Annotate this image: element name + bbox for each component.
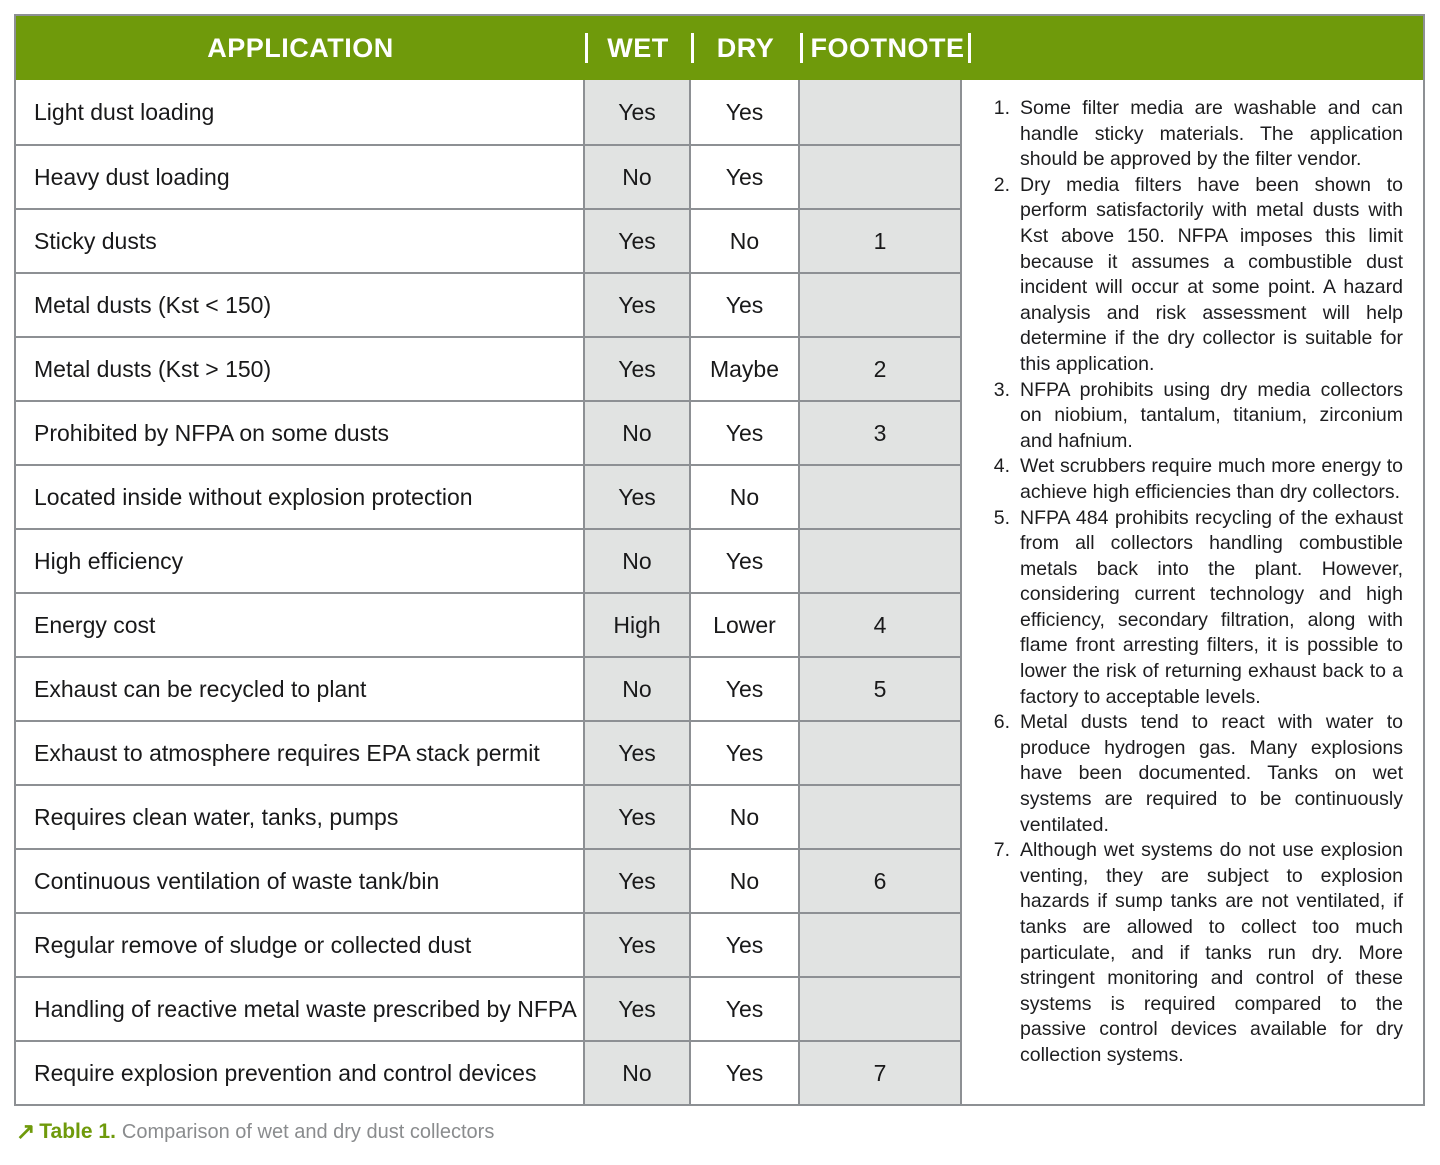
cell-application: Energy cost [16, 594, 585, 656]
cell-application: Light dust loading [16, 80, 585, 144]
column-header-dry [691, 16, 800, 80]
column-header-dry-label: DRY [716, 32, 775, 63]
cell-footnote [800, 722, 960, 784]
cell-footnote [800, 786, 960, 848]
cell-application: Continuous ventilation of waste tank/bin [16, 850, 585, 912]
table-body [16, 80, 962, 1104]
cell-application: High efficiency [16, 530, 585, 592]
cell-dry: No [691, 466, 800, 528]
cell-footnote: 2 [800, 338, 960, 400]
cell-dry: Maybe [691, 338, 800, 400]
footnote-item: Metal dusts tend to react with water to produce hydrogen gas. Many explosions have been documented. Tanks on wet systems are required to be continuously ventilated. [1020, 711, 1403, 836]
table-row [16, 80, 960, 144]
table-row [16, 144, 960, 208]
footnote-item: Although wet systems do not use explosion venting, they are subject to explosion hazards if sump tanks are not ventilated, if tanks are allowed to collect too much particulate, and if tanks run dry. More stringent monitoring and control of these systems is required compared to the passive control devices available for dry collection systems. [1020, 839, 1403, 1066]
footnote-item: Dry media filters have been shown to perform satisfactorily with metal dusts with Kst above 150. NFPA imposes this limit because it assumes a combustible dust incident will occur at some point. A hazard analysis and risk assessment will help determine if the dry collector is suitable for this application. [1020, 173, 1403, 375]
cell-footnote: 4 [800, 594, 960, 656]
table-row [16, 400, 960, 464]
cell-footnote [800, 530, 960, 592]
footnote-item: Wet scrubbers require much more energy to achieve high efficiencies than dry collectors. [1020, 455, 1403, 503]
cell-footnote [800, 274, 960, 336]
cell-footnote [800, 466, 960, 528]
cell-wet: Yes [585, 338, 691, 400]
cell-wet: No [585, 146, 691, 208]
cell-footnote [800, 914, 960, 976]
cell-wet: Yes [585, 786, 691, 848]
table-row [16, 528, 960, 592]
footnotes-list [984, 96, 1403, 1069]
cell-dry: Yes [691, 1042, 800, 1104]
table-row [16, 336, 960, 400]
cell-application: Regular remove of sludge or collected dust [16, 914, 585, 976]
column-header-footnote [800, 16, 975, 80]
cell-wet: Yes [585, 914, 691, 976]
cell-footnote [800, 978, 960, 1040]
table-row [16, 976, 960, 1040]
footnote-item: NFPA prohibits using dry media collectors on niobium, tantalum, titanium, zirconium and hafnium. [1020, 378, 1403, 452]
cell-wet: No [585, 1042, 691, 1104]
cell-dry: Yes [691, 530, 800, 592]
footnote-item: Some filter media are washable and can handle sticky materials. The application should be approved by the filter vendor. [1020, 97, 1403, 171]
cell-application: Metal dusts (Kst < 150) [16, 274, 585, 336]
cell-dry: No [691, 850, 800, 912]
table-row [16, 272, 960, 336]
cell-application: Located inside without explosion protection [16, 466, 585, 528]
column-header-wet-label: WET [607, 32, 669, 63]
cell-dry: Yes [691, 658, 800, 720]
cell-application: Exhaust to atmosphere requires EPA stack permit [16, 722, 585, 784]
figure-caption [16, 1117, 495, 1144]
cell-footnote [800, 146, 960, 208]
cell-footnote: 3 [800, 402, 960, 464]
table-row [16, 720, 960, 784]
cell-dry: No [691, 210, 800, 272]
cell-application: Sticky dusts [16, 210, 585, 272]
cell-dry: Yes [691, 978, 800, 1040]
cell-application: Require explosion prevention and control devices [16, 1042, 585, 1104]
table-row [16, 592, 960, 656]
cell-application: Handling of reactive metal waste prescribed by NFPA [16, 978, 585, 1040]
table-row [16, 464, 960, 528]
table-row [16, 912, 960, 976]
cell-dry: Yes [691, 146, 800, 208]
cell-wet: Yes [585, 978, 691, 1040]
column-header-wet [585, 16, 691, 80]
cell-dry: No [691, 786, 800, 848]
table-row [16, 784, 960, 848]
cell-footnote [800, 80, 960, 144]
cell-wet: No [585, 658, 691, 720]
caption-label: Table 1. [39, 1120, 116, 1143]
table-row [16, 656, 960, 720]
cell-wet: Yes [585, 722, 691, 784]
cell-application: Prohibited by NFPA on some dusts [16, 402, 585, 464]
arrow-up-right-icon: ↗ [16, 1117, 36, 1144]
cell-dry: Yes [691, 722, 800, 784]
cell-dry: Yes [691, 274, 800, 336]
cell-dry: Yes [691, 80, 800, 144]
cell-dry: Lower [691, 594, 800, 656]
cell-footnote: 7 [800, 1042, 960, 1104]
table-row [16, 208, 960, 272]
cell-wet: No [585, 530, 691, 592]
cell-wet: Yes [585, 466, 691, 528]
column-header-application-label: APPLICATION [207, 32, 394, 63]
cell-wet: Yes [585, 210, 691, 272]
cell-application: Metal dusts (Kst > 150) [16, 338, 585, 400]
cell-dry: Yes [691, 402, 800, 464]
cell-footnote: 5 [800, 658, 960, 720]
header-separator-4 [968, 33, 971, 63]
table-header-band [16, 16, 1423, 80]
cell-application: Heavy dust loading [16, 146, 585, 208]
cell-footnote: 6 [800, 850, 960, 912]
table-row [16, 848, 960, 912]
column-header-footnote-label: FOOTNOTE [810, 32, 965, 63]
caption-text: Comparison of wet and dry dust collectors [121, 1120, 495, 1143]
cell-application: Exhaust can be recycled to plant [16, 658, 585, 720]
column-header-application [16, 16, 585, 80]
cell-wet: High [585, 594, 691, 656]
cell-wet: Yes [585, 274, 691, 336]
cell-application: Requires clean water, tanks, pumps [16, 786, 585, 848]
footnotes-panel [962, 80, 1423, 1104]
cell-footnote: 1 [800, 210, 960, 272]
cell-dry: Yes [691, 914, 800, 976]
footnote-item: NFPA 484 prohibits recycling of the exhaust from all collectors handling combustible metals back into the plant. However, considering current technology and high efficiency, secondary filtration, along with flame front arresting filters, it is possible to lower the risk of returning exhaust back to a factory to acceptable levels. [1020, 506, 1403, 708]
table-figure [14, 14, 1425, 1106]
cell-wet: Yes [585, 80, 691, 144]
table-row [16, 1040, 960, 1104]
cell-wet: No [585, 402, 691, 464]
cell-wet: Yes [585, 850, 691, 912]
